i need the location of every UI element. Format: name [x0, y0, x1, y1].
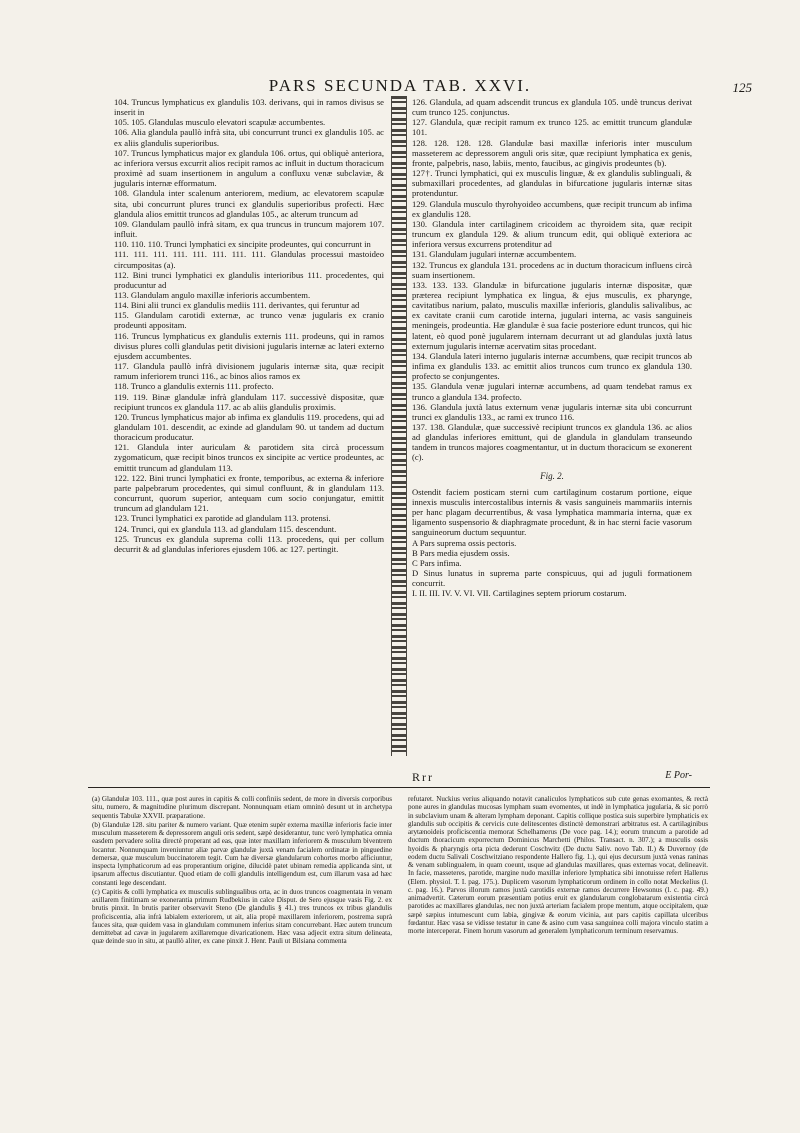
footnote: (c) Capitis & colli lymphatica ex musculis sublingualibus orta, ac in duos truncos coagmentata in venam axillarem finitimam se exonerantia primum Rudbekius in calce Disput. de Sero ejusque vasis Fig. 2. ex brutis pinxit. In brutis pariter observavit Steno (De glandulis § 41.) tres truncos ex tribus glandulis proficiscentia, alia infrà labialem exteriorem, ut ait, alia propè maxillarem inferiorem, postrema suprà fauces sita, quæ quidem vasa in glandulam communem inferius sitam concurrebant. Hæc autem truncum demittebat ad cavæ in jugularem axillaremque divaricationem. Hæc vasa adjecit extra situm delineata, quæ deinde suo in situ, at paullò aliter, ex cane pinxit J. Henr. Pauli ut Bilsiana commenta — [92, 887, 392, 946]
legend-paragraph: A Pars suprema ossis pectoris. — [412, 537, 517, 548]
paragraph: 130. Glandula inter cartilaginem cricoidem ac thyroidem sita, quæ recipit truncum ex glandula 129. & alium truncum edit, qui obliquè exteriora ac inferiora versus excurrens protenditur ad — [412, 218, 692, 250]
paragraph: 135. Glandula venæ jugulari internæ accumbens, ad quam tendebat ramus ex trunco a glandula 134. profecto. — [412, 381, 692, 402]
paragraph: 126. Glandula, ad quam adscendit truncus ex glandula 105. undè truncus derivat cum trunco 125. conjunctus. — [412, 97, 692, 118]
footnotes-left — [92, 795, 392, 947]
paragraph: 121. Glandula inter auriculam & parotidem sita circà processum zygomaticum, quæ recipit binos truncos ex sincipite ac vertice prodeuntes, ac emittit truncum ad glandulam 113. — [114, 442, 384, 473]
paragraph: 123. Trunci lymphatici ex parotide ad glandulam 113. protensi. — [114, 513, 331, 524]
right-column — [412, 97, 692, 599]
paragraph: 119. 119. Binæ glandulæ infrà glandulam 117. successivè dispositæ, quæ recipiunt truncos ex glandula 117. ac ab aliis glandulis proximis. — [114, 391, 384, 412]
paragraph: 111. 111. 111. 111. 111. 111. 111. 111. Glandulas processui mastoideo circumpositas (a). — [114, 249, 384, 270]
page-title: PARS SECUNDA TAB. XXVI. — [268, 76, 532, 95]
left-column — [114, 97, 384, 554]
paragraph: 132. Truncus ex glandula 131. procedens ac in ductum thoracicum influens circà suam insertionem. — [412, 259, 692, 280]
paragraph: 131. Glandulam jugulari internæ accumbentem. — [412, 249, 577, 260]
footnote: refutaret. Nuckius verius aliquando notavit canaliculos lymphaticos sub cute genas exornantes, & rectà pone aures in glandulas mucosas lympham suam evomentes, ut indè in lymphatica jugularia, & sic porrò in subclavium unam & alteram lympham deponant. Capitis collique postica suis superbire lymphaticis ex glandulis sub occipitis & cervicis cute delitescentes distinctè demonstrari arbitratus est. A cartilaginibus arytænoideis proficiscentia memorat Schelhamerus (De voce pag. 14.); eorum truncum a parotide ad ductum thoracicum exporrectum Dominicus Marchetti (Philos. Transact. n. 307.); a musculis ossis hyoidis & pharyngis orta picta dederunt Coschwitz (De ductu Saliv. novo Tab. II.) & Duvernoy (de eodem ductu Salivali Coschwitziano respondente Hallero fig. 1.), qui ejus decursum juxtà venas raninas & venam sublingualem, in quam coeunt, usque ad glandulas maxillares, quas externas vocat, delineavit. In facie, masseteres, parotide, margine nudo maxillæ inferiore lymphatica sibi innotuisse refert Hallerus (Elem. physiol. T. I. pag. 175.). Duplicem vasorum lymphaticorum ordinem in collo notat Meckelius (l. c. pag. 16.). Parvos illorum ramos juxtà carotidis externæ ramos decurrere Hewsonus (l. c. pag. 49.) animadvertit. Cæterum eorum præsentiam potius eruit ex glandularum conglobatarum existentia circà parotides ac maxillares glandulas, nec non juxtà arteriam facialem prope mentum, atque occipitalem, quæ sæpè sæpius intumescunt cum labia, gingivæ & eorum vicinia, aut pars capitis capillata ulceribus fœdantur. Hæc vasa se vidisse testatur in cane & asino cum vasa sanguinea colli majora vinculo statim a morte interceperat. Finem horum vasorum ad generalem lymphaticorum terminum reservamus. — [408, 795, 708, 935]
page-number: 125 — [732, 80, 752, 95]
paragraph: 114. Bini alii trunci ex glandulis mediis 111. derivantes, qui feruntur ad — [114, 300, 360, 311]
paragraph: 115. Glandulam carotidi externæ, ac trunco venæ jugularis ex cranio prodeunti appositam. — [114, 310, 384, 331]
paragraph: 125. Truncus ex glandula suprema colli 113. procedens, qui per collum decurrit & ad glandulas inferiores ejusdem 106. ac 127. pertingit. — [114, 533, 384, 554]
paragraph: 109. Glandulam paullò infrà sitam, ex qua truncus in truncum majorem 107. influit. — [114, 218, 384, 240]
right-column-entries — [412, 97, 692, 463]
paragraph: 118. Trunco a glandulis externis 111. profecto. — [114, 381, 274, 392]
paragraph: 134. Glandula lateri interno jugularis internæ accumbens, quæ recipit truncos ab infima ex glandulis 133. ac emittit alios truncos cum trunco ex glandula 130. profecto se conjungentes. — [412, 350, 692, 382]
paragraph: 107. Truncus lymphaticus major ex glandula 106. ortus, qui obliquè anteriora, ac inferiora versus excurrit alios recipit ramos ac influit in ductum thoracicum proximè ad suam insertionem in angulum a confluxu venæ subclaviæ, & jugularis internæ efformatum. — [114, 147, 384, 189]
paragraph: 128. 128. 128. 128. Glandulæ basi maxillæ inferioris inter musculum masseterem ac depressorem anguli oris sitæ, quæ recipiunt lymphatica ex genis, fronte, palpebris, naso, labiis, mento, faucibus, ac gingivis prodeuntes (b). — [412, 137, 692, 168]
legend-paragraph: I. II. III. IV. V. VI. VII. Cartilagines septem priorum costarum. — [412, 588, 627, 599]
legend-paragraph: D Sinus lunatus in suprema parte conspicuus, qui ad juguli formationem concurrit. — [412, 568, 692, 589]
paragraph: 129. Glandula musculo thyrohyoideo accumbens, quæ recipit truncum ab infima ex glandulis 128. — [412, 198, 692, 219]
column-divider-ornament — [391, 96, 407, 756]
paragraph: 127. Glandula, quæ recipit ramum ex trunco 125. ac emittit truncum glandulæ 101. — [412, 117, 692, 138]
legend-paragraph: C Pars infima. — [412, 557, 462, 568]
footnote: (a) Glandulæ 103. 111., quæ post aures in capitis & colli confiniis sedent, de more in diversis corporibus situ, numero, & magnitudine plurimum discrepant. Nonnunquam etiam omninò desunt ut in archetypa sequentis Tabulæ XXVII. præparatione. — [92, 795, 392, 820]
paragraph: 106. Alia glandula paullò infrà sita, ubi concurrunt trunci ex glandulis 105. ac ex aliis glandulis superioribus. — [114, 127, 384, 148]
paragraph: 127†. Trunci lymphatici, qui ex musculis linguæ, & ex glandulis sublinguali, & submaxillari procedentes, ad glandulas in bifurcatione jugularis internæ sitas protenduntur. — [412, 168, 692, 199]
footnote: (b) Glandulæ 128. situ pariter & numero variant. Quæ etenim supèr externa maxillæ inferioris facie inter musculum masseterem & depressorem anguli oris sedent, sæpè desiderantur, tunc verò lymphatica omnia easdem pervadere solita directè properant ad eas, quæ inter maxillam inferiorem & musculum biventrem locantur. Nonnunquam inveniuntur aliæ parvæ glandulæ juxtà venam facialem ordinatæ in pinguedine demersæ, quæ musculum buccinatorem tegit. Cum hæ diversæ glandularum cohortes morbo afficiuntur, inspecta lymphaticorum ad eas properantium origine, dilucidè patet ubinam remedia applicanda sint, ut ipsarum affectus discutiantur. Quod etiam de colli glandulis intelligendum est, cum illarum vasa ad hæc constanti lege descendant. — [92, 820, 392, 887]
paragraph: 122. 122. Bini trunci lymphatici ex fronte, temporibus, ac externa & inferiore parte palpebrarum procedentes, qui simul confluunt, & in glandulam 113. concurrunt, quorum superior, antequam cum socio conjungatur, emittit truncum ad glandulam 121. — [114, 472, 384, 514]
catchword: E Por- — [665, 770, 692, 781]
signature-mark: Rrr — [412, 770, 434, 784]
paragraph: 120. Truncus lymphaticus major ab infima ex glandulis 119. procedens, qui ad glandulam 101. descendit, ac exinde ad glandulam 90. ut tandem ad ductum thoracicum producatur. — [114, 411, 384, 443]
paragraph: 137. 138. Glandulæ, quæ successivè recipiunt truncos ex glandula 136. ac alios ad glandulas inferiores emittunt, qui de glandula in glandulam transeundo tandem in truncos majores coagmentantur, ut in ductum thoracicum se exonerent (c). — [412, 422, 692, 463]
paragraph: 116. Truncus lymphaticus ex glandulis externis 111. prodeuns, qui in ramos divisus plures colli glandulas petit divisioni jugularis internæ ac lateri externo ejusdem accumbentes. — [114, 330, 384, 361]
paragraph: 136. Glandula juxtà latus externum venæ jugularis internæ sita ubi concurrunt trunci ex glandulis 133., ac rami ex trunco 116. — [412, 401, 692, 422]
figure-label: Fig. 2. — [540, 470, 564, 481]
paragraph: 104. Truncus lymphaticus ex glandulis 103. derivans, qui in ramos divisus se inserit in — [114, 97, 384, 118]
paragraph: 105. 105. Glandulas musculo elevatori scapulæ accumbentes. — [114, 117, 326, 128]
paragraph: 133. 133. 133. Glandulæ in bifurcatione jugularis internæ dispositæ, quæ præterea recipiunt lymphatica ex lingua, & ejus musculis, ex pharynge, cavitatibus narium, palato, musculis maxillæ inferioris, glandulis salivalibus, ac ex cavitate cranii cum carotide interna, jugulari interna, ac vasis sanguineis meningeis, prodeuntia. Hæ glandulæ è sua facie posteriore edunt truncos, qui hic latent, eò quod ponè jugularem internam decurrant ut ad glandulas juxtà latus externum jugularis internæ acervatim sitas procedant. — [412, 279, 692, 351]
paragraph: 117. Glandula paullò infrà divisionem jugularis internæ sita, quæ recipit ramum inferiorem trunci 116., ac binos alios ramos ex — [114, 361, 384, 382]
paragraph: 110. 110. 110. Trunci lymphatici ex sincipite prodeuntes, qui concurrunt in — [114, 239, 371, 250]
paragraph: 108. Glandula inter scalenum anteriorem, medium, ac elevatorem scapulæ sita, ubi concurrunt plures trunci ex glandulis superioribus profecti. Hæc glandula alios emittit truncos ad glandulas 105., ac alterum truncum ad — [114, 188, 384, 219]
footnote-rule — [88, 787, 710, 788]
legend-paragraph: Ostendit faciem posticam sterni cum cartilaginum costarum portione, eique innexis musculis intercostalibus internis & vasis sanguineis mammariis internis per hanc plagam decurrentibus, & vasa lymphatica mammaria interna, quæ ex ligamento suspensorio & diaphragmate procedunt, & in hac sterni facie vasorum sanguineorum ductum sequuntur. — [412, 486, 692, 538]
legend-paragraph: B Pars media ejusdem ossis. — [412, 547, 510, 558]
paragraph: 112. Bini trunci lymphatici ex glandulis interioribus 111. procedentes, qui producuntur ad — [114, 269, 384, 290]
figure-2-legend — [412, 487, 692, 599]
paragraph: 113. Glandulam angulo maxillæ inferioris accumbentem. — [114, 289, 311, 300]
paragraph: 124. Trunci, qui ex glandula 113. ad glandulam 115. descendunt. — [114, 523, 337, 534]
footnotes-right — [408, 795, 708, 936]
